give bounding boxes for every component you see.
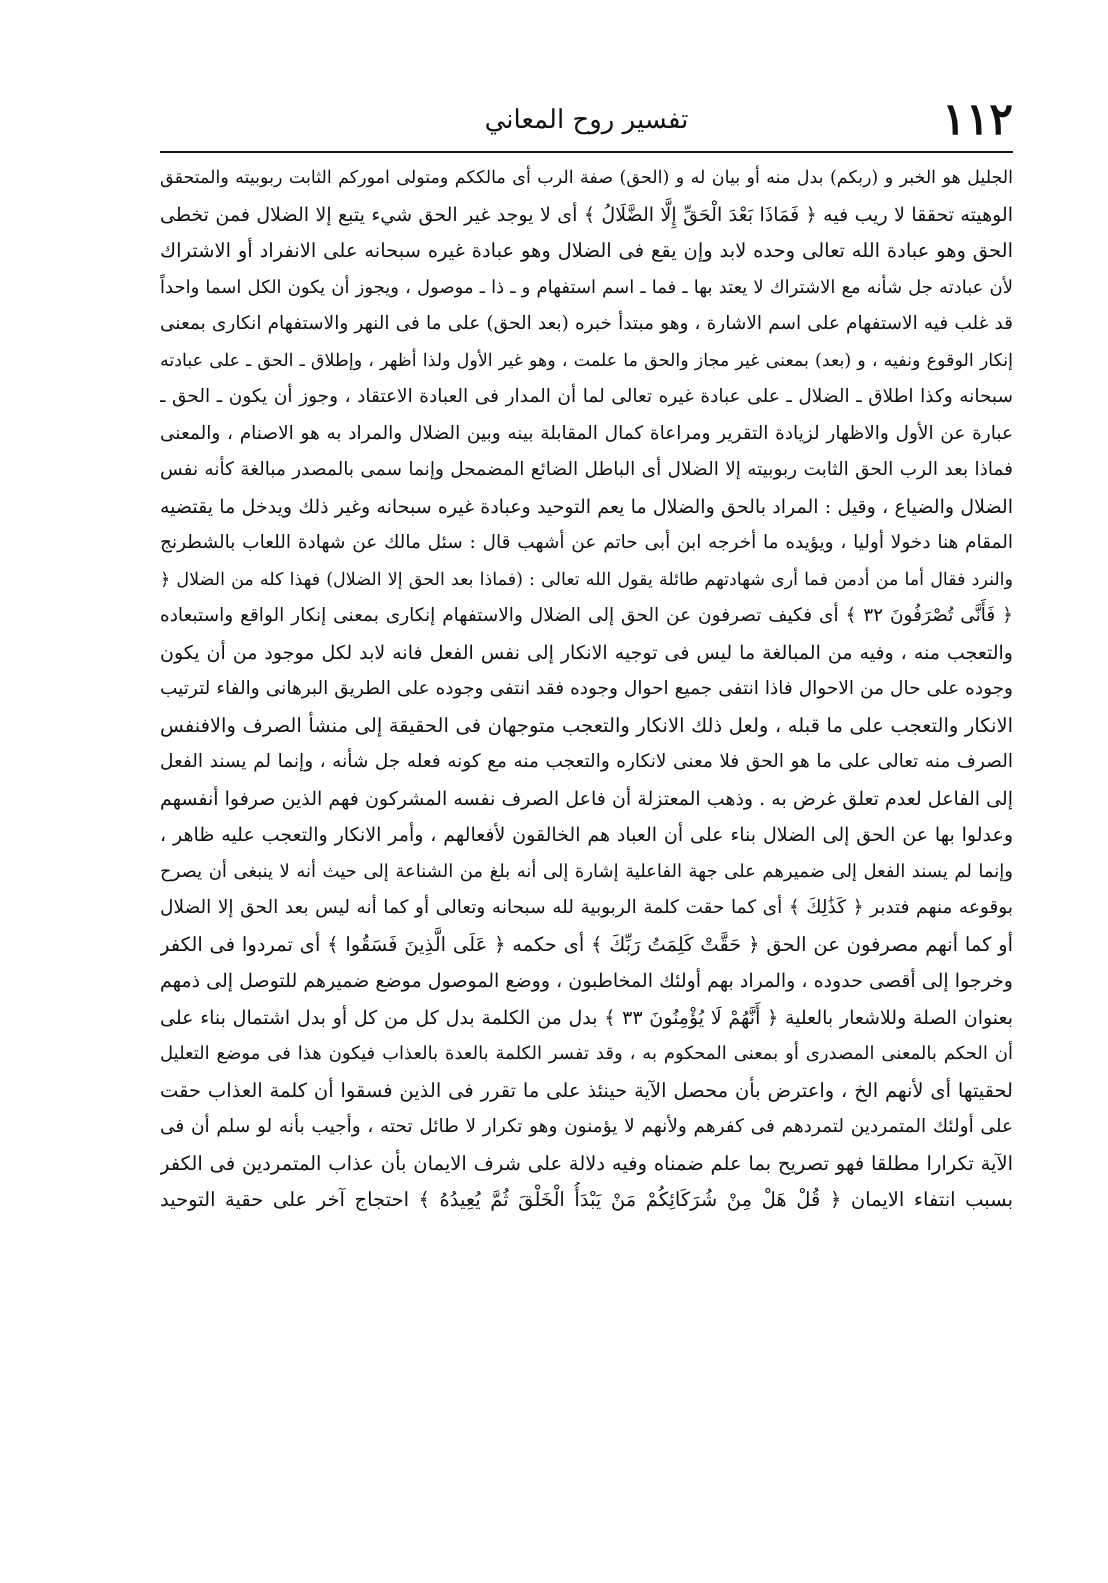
text-line: لأن عبادته جل شأنه مع الاشتراك لا يعتد بها ـ فما ـ اسم استفهام و ـ ذا ـ موصول ، ويجوز أن يكون الكل اسما واحداً [160, 276, 1013, 298]
text-line: وعدلوا بها عن الحق إلى الضلال بناء على أن العباد هم الخالقون لأفعالهم ، وأمر الانكار والتعجب عليه ظاهر ، [160, 824, 1013, 846]
text-line: الجليل هو الخبر و (ربكم) بدل منه أو بيان له و (الحق) صفة الرب أى مالككم ومتولى اموركم الثابت ربوبيته والمتحقق [160, 168, 1013, 188]
text-line: لحقيتها أى لأنهم الخ ، واعترض بأن محصل الآية حينئذ على ما تقرر فى الذين فسقوا أن كلمة العذاب حقت [160, 1078, 1013, 1102]
text-line: على أولئك المتمردين لتمردهم فى كفرهم ولأنهم لا يؤمنون وهو تكرار لا طائل تحته ، وأجيب بأنه لو سلم أن فى [160, 1116, 1013, 1137]
text-line: وخرجوا إلى أقصى حدوده ، والمراد بهم أولئك المخاطبون ، ووضع الموصول موضع ضميرهم للتوصل إلى ذمهم [160, 970, 1013, 992]
header-rule [160, 151, 1013, 153]
text-line: بعنوان الصلة وللاشعار بالعلية ﴿ أَنَّهُمْ لَا يُؤْمِنُونَ ٣٣ ﴾ بدل من الكلمة بدل كل من كل أو بدل اشتمال بناء على [160, 1006, 1013, 1029]
text-line: وإنما لم يسند الفعل إلى ضميرهم على جهة الفاعلية إشارة إلى أنه بلغ من الشناعة إلى حيث أنه لا ينبغى أن يصرح [160, 860, 1013, 882]
text-line: والنرد فقال أما من أدمن فما أرى شهادتهم طائلة يقول الله تعالى : (فماذا بعد الحق إلا الضلال) فهذا كله من الضلال ﴿ [160, 569, 1013, 590]
text-line: والتعجب منه ، وفيه من المبالغة ما ليس فى توجيه الانكار إلى نفس الفعل فانه لابد لكل موجود من أن يكون [160, 641, 1013, 664]
body-text [160, 160, 1013, 1500]
page-header [160, 90, 1013, 150]
text-line: بسبب انتفاء الايمان ﴿ قُلْ هَلْ مِنْ شُرَكَائِكُمْ مَنْ يَبْدَأُ الْخَلْقَ ثُمَّ يُعِيدُهُ ﴾ احتجاج آخر على حقية التوحيد [160, 1188, 1013, 1211]
text-line: الوهيته تحققا لا ريب فيه ﴿ فَمَاذَا بَعْدَ الْحَقِّ إِلَّا الضَّلَالُ ﴾ أى لا يوجد غير الحق شيء يتبع إلا الضلال فمن تخطى [160, 203, 1013, 226]
text-line: إنكار الوقوع ونفيه ، و (بعد) بمعنى غير مجاز والحق ما علمت ، وهو غير الأول ولذا أظهر ، وإطلاق ـ الحق ـ على عبادته [160, 350, 1013, 371]
text-line: أو كما أنهم مصرفون عن الحق ﴿ حَقَّتْ كَلِمَتُ رَبِّكَ ﴾ أى حكمه ﴿ عَلَى الَّذِينَ فَسَقُوا ﴾ أى تمردوا فى الكفر [160, 932, 1013, 956]
text-line: أن الحكم بالمعنى المصدرى أو بمعنى المحكوم به ، وقد تفسر الكلمة بالعدة بالعذاب فيكون هذا فى موضع التعليل [160, 1043, 1013, 1064]
running-title: تفسير روح المعاني [484, 105, 689, 135]
text-line: المقام هنا دخولا أوليا ، ويؤيده ما أخرجه ابن أبى حاتم عن أشهب قال : سئل مالك عن شهادة اللعاب بالشطرنج [160, 532, 1013, 553]
text-line: الحق وهو عبادة الله تعالى وحده لابد وإن يقع فى الضلال وهو عبادة غيره سبحانه على الانفراد أو الاشتراك [160, 239, 1013, 262]
text-line: سبحانه وكذا اطلاق ـ الضلال ـ على عبادة غيره تعالى لما أن المدار فى العبادة الاعتقاد ، وجوز أن يكون ـ الحق ـ [160, 386, 1013, 407]
text-line: بوقوعه منهم فتدبر ﴿ كَذَٰلِكَ ﴾ أى كما حقت كلمة الربوبية لله سبحانه وتعالى أو كما أنه ليس بعد الحق إلا الضلال [160, 897, 1013, 918]
text-line: فماذا بعد الرب الحق الثابت ربوبيته إلا الضلال أى الباطل الضائع المضمحل وإنما سمى بالمصدر مبالغة كأنه نفس [160, 459, 1013, 480]
text-line: إلى الفاعل لعدم تعلق غرض به . وذهب المعتزلة أن فاعل الصرف نفسه المشركون فهم الذين صرفوا أنفسهم [160, 787, 1013, 810]
text-line: الضلال والضياع ، وقيل : المراد بالحق والضلال ما يعم التوحيد وعبادة غيره سبحانه وغير ذلك ويدخل ما يقتضيه [160, 495, 1013, 518]
page-number: ١١٢ [942, 94, 1013, 145]
text-line: الآية تكرارا مطلقا فهو تصريح بما علم ضمناه وفيه دلالة على شرف الايمان بأن عذاب المتمردين فى الكفر [160, 1151, 1013, 1175]
text-line: وجوده على حال من الاحوال فاذا انتفى جميع احوال وجوده فقد انتفى وجوده على الطريق البرهانى والفاء لترتيب [160, 678, 1013, 699]
text-line: ﴿ فَأَنَّى تُصْرَفُونَ ٣٢ ﴾ أى فكيف تصرفون عن الحق إلى الضلال والاستفهام إنكارى بمعنى إنكار الواقع واستبعاده [160, 605, 1013, 626]
text-line: قد غلب فيه الاستفهام على اسم الاشارة ، وهو مبتدأ خبره (بعد الحق) على ما فى النهر والاستفهام انكارى بمعنى [160, 313, 1013, 334]
text-line: عبارة عن الأول والاظهار لزيادة التقرير ومراعاة كمال المقابلة بينه وبين الضلال والمراد به هو الاصنام ، والمعنى [160, 422, 1013, 444]
text-line: الصرف منه تعالى على ما هو الحق فلا معنى لانكاره والتعجب منه مع كونه فعله جل شأنه ، وإنما لم يسند الفعل [160, 751, 1013, 772]
text-line: الانكار والتعجب على ما قبله ، ولعل ذلك الانكار والتعجب متوجهان فى الحقيقة إلى منشأ الصرف والافنفس [160, 713, 1013, 737]
